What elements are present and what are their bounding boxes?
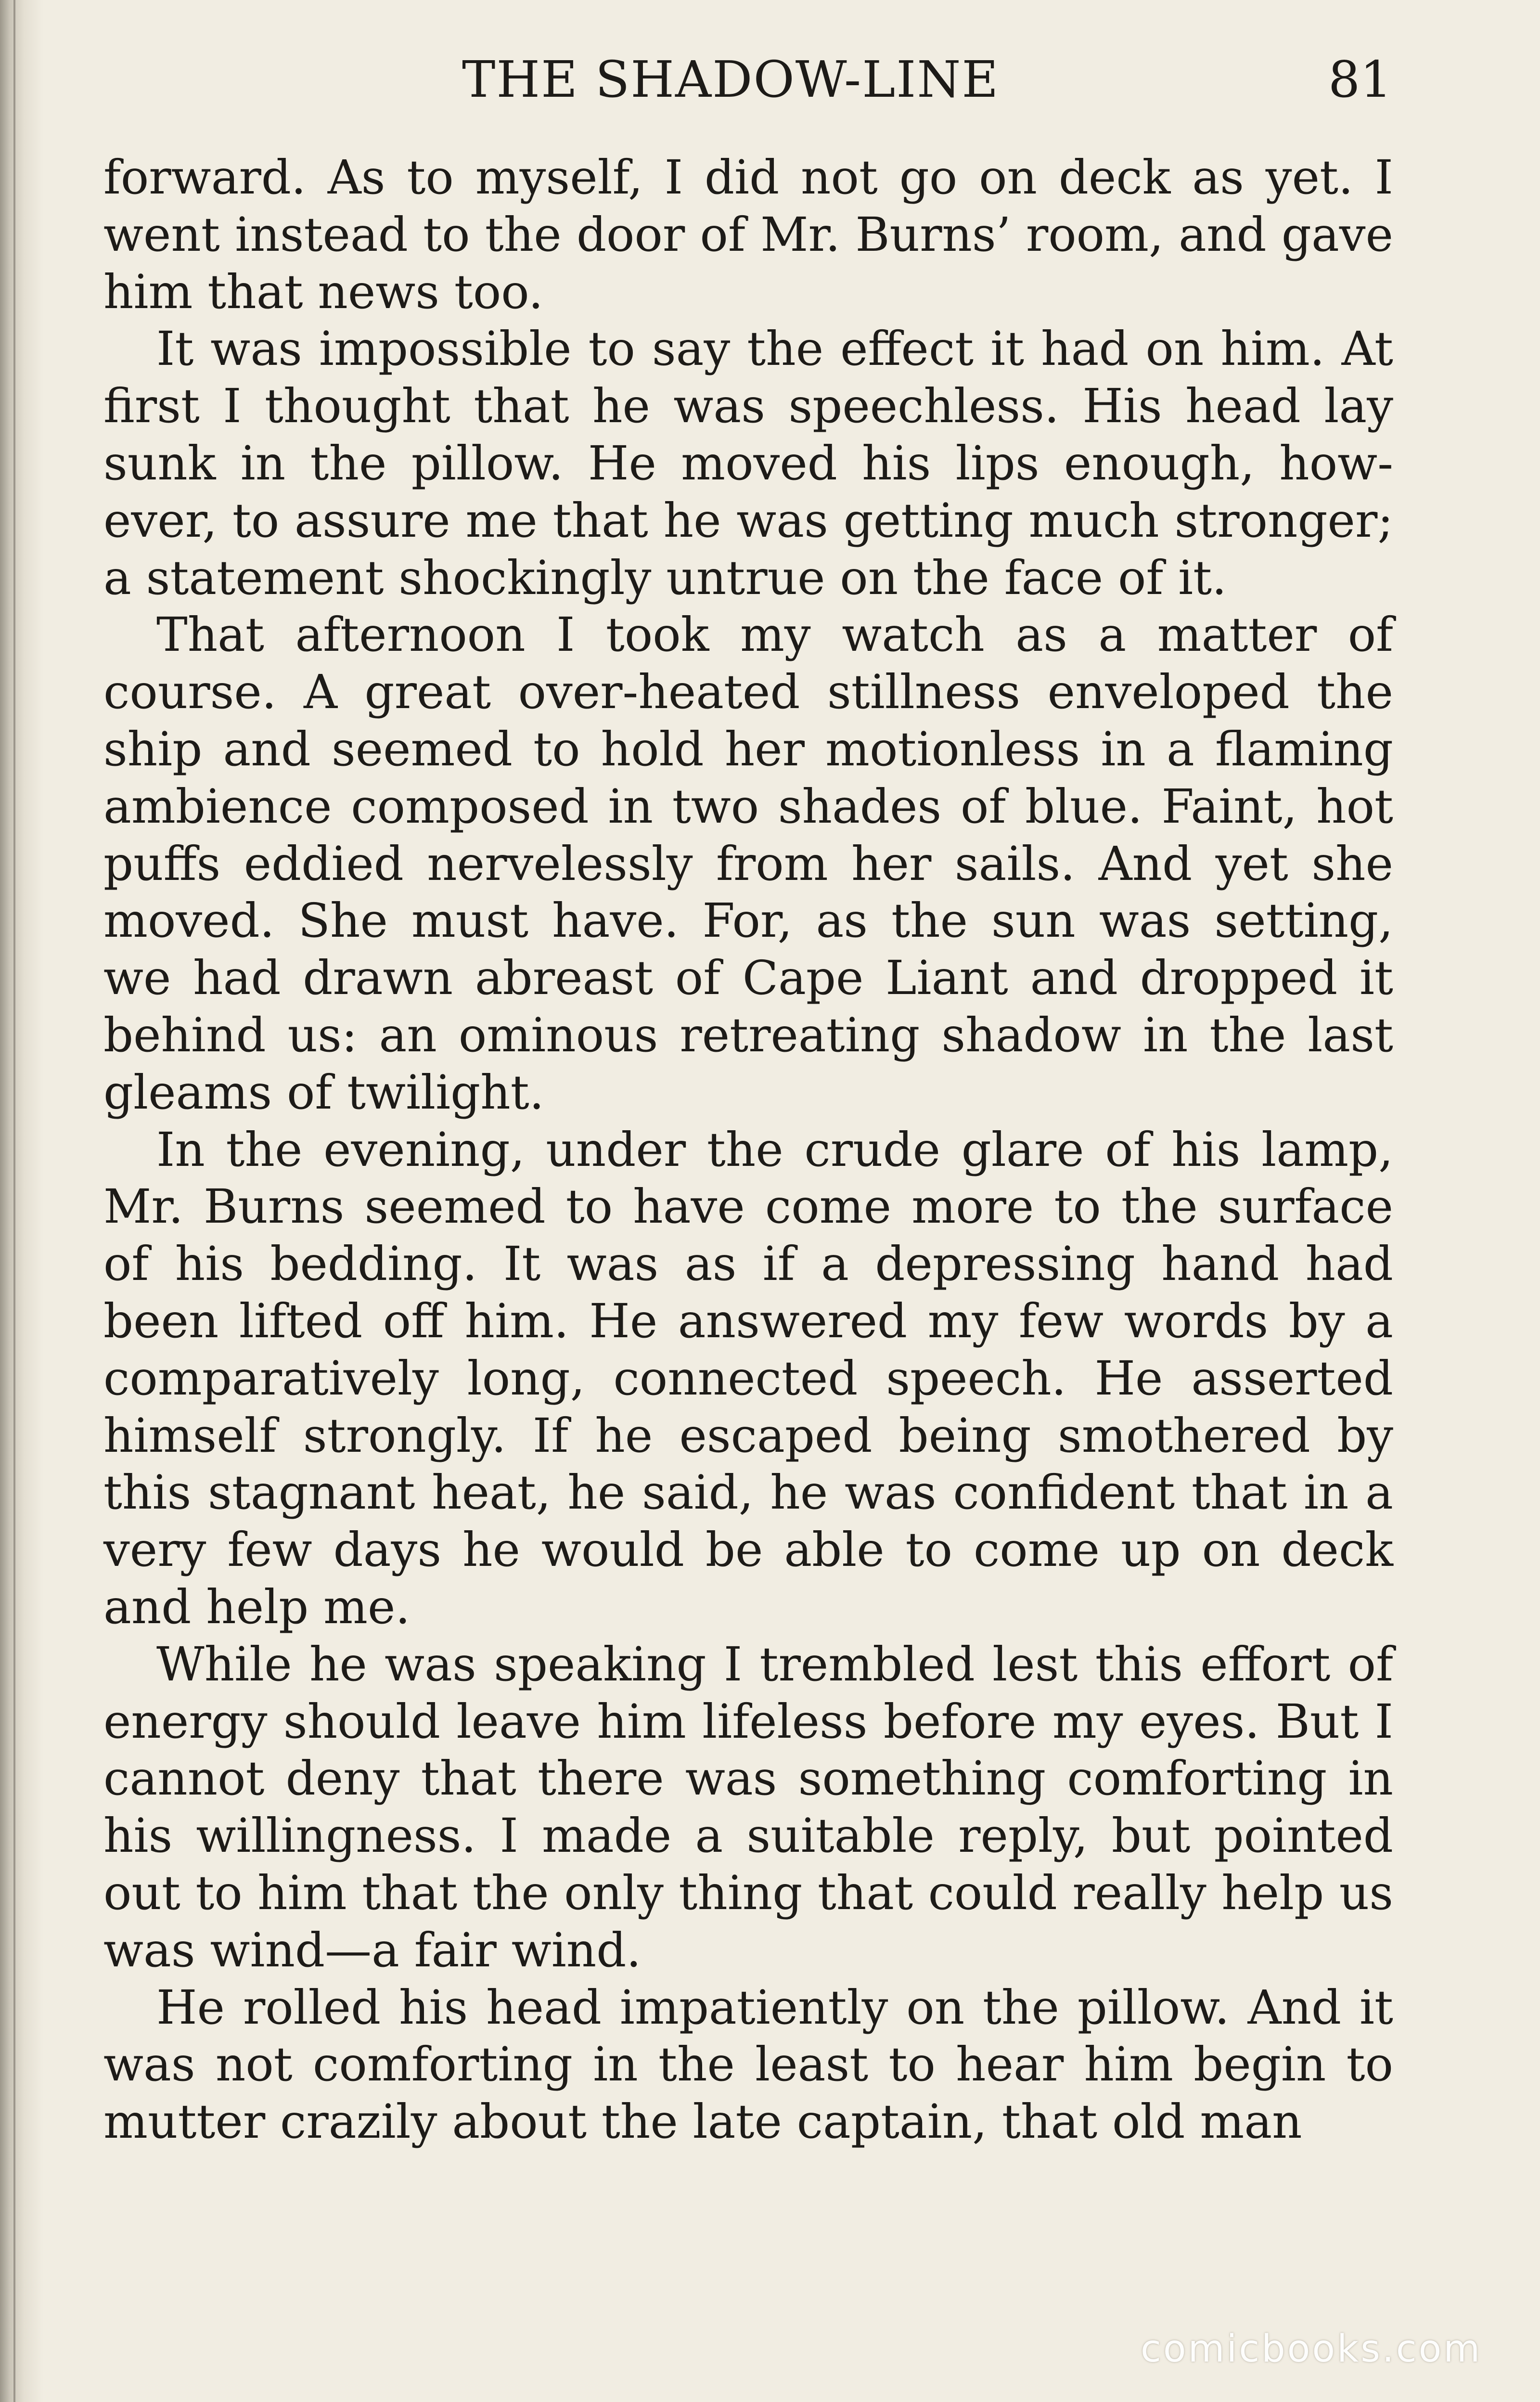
running-head xyxy=(0,46,1540,113)
binding-crease xyxy=(13,0,15,2402)
watermark: comicbooks.com xyxy=(1141,2327,1482,2371)
page-number: 81 xyxy=(1328,50,1392,109)
paragraph-6: He rolled his head impatiently on the pillow. And it was not comforting in the least to hear him begin to mutter crazily about the late captain, that old man xyxy=(103,1980,1393,2149)
paragraph-2: It was impossible to say the effect it had on him. At first I thought that he was speechless. His head lay sunk in the pillow. He moved his lips enough, however, to assure me that he was getting much stronger; a statement shockingly untrue on the face of it. xyxy=(103,322,1393,605)
paragraph-3: That afternoon I took my watch as a matter of course. A great over-heated stillness enveloped the ship and seemed to hold her motionless in a flaming ambience composed in two shades of blue. Faint, hot puffs eddied nervelessly from her sails. And yet she moved. She must have. For, as the sun was setting, we had drawn abreast of Cape Liant and dropped it behind us: an ominous retreating shadow in the last gleams of twilight. xyxy=(103,607,1393,1120)
running-head-title: THE SHADOW-LINE xyxy=(462,50,1000,109)
body-text xyxy=(103,149,1393,2151)
paragraph-4: In the evening, under the crude glare of his lamp, Mr. Burns seemed to have come more to the surface of his bedding. It was as if a depressing hand had been lifted off him. He answered my few words by a comparatively long, connected speech. He asserted himself strongly. If he escaped being smothered by this stagnant heat, he said, he was confident that in a very few days he would be able to come up on deck and help me. xyxy=(103,1122,1393,1634)
page-binding-edge xyxy=(0,0,43,2402)
paragraph-1: forward. As to myself, I did not go on deck as yet. I went instead to the door of Mr. Burns’ room, and gave him that news too. xyxy=(103,150,1393,319)
paragraph-5: While he was speaking I trembled lest this effort of energy should leave him lifeless before my eyes. But I cannot deny that there was something comforting in his willingness. I made a suitable reply, but pointed out to him that the only thing that could really help us was wind—a fair wind. xyxy=(103,1637,1393,1977)
